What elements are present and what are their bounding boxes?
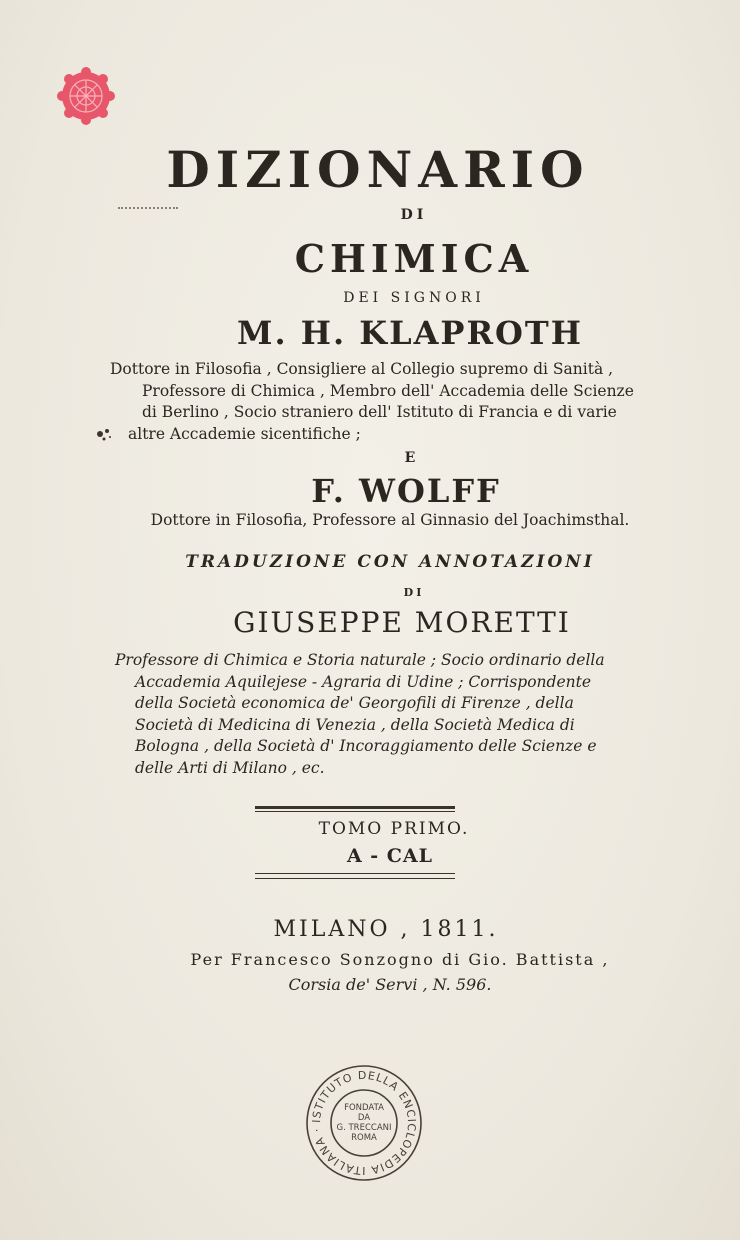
imprint-place-year: MILANO , 1811.: [273, 917, 499, 942]
svg-text:DA: DA: [357, 1113, 371, 1123]
author-wolff: F. WOLFF: [311, 472, 501, 510]
translation-note: TRADUZIONE CON ANNOTAZIONI: [185, 552, 595, 572]
svg-text:ISTITUTO DELLA ENCICLOPEDIA IT: ISTITUTO DELLA ENCICLOPEDIA ITALIANA ·: [309, 1068, 419, 1178]
book-title: DIZIONARIO: [166, 140, 590, 199]
divider-top: [255, 806, 455, 809]
translator-name: GIUSEPPE MORETTI: [233, 606, 571, 639]
credential-line: Società di Medicina di Venezia , della Società Medica di: [135, 715, 575, 734]
klaproth-credentials: [110, 359, 634, 445]
moretti-credentials: [115, 650, 615, 779]
credential-line: Accademia Aquilejese - Agraria di Udine ; Corrispondente: [135, 672, 592, 691]
divider-bottom: [255, 873, 455, 874]
volume-label: TOMO PRIMO.: [318, 819, 470, 839]
volume-range: A - CAL: [346, 845, 434, 867]
red-library-stamp-icon: [57, 67, 115, 125]
credential-line: Bologna , della Società d' Incoraggiamento delle Scienze e: [135, 737, 597, 755]
translator-connector: DI: [403, 586, 425, 599]
authors-intro: DEI SIGNORI: [343, 290, 485, 306]
conjunction: E: [404, 450, 416, 466]
svg-text:FONDATA: FONDATA: [344, 1103, 384, 1113]
credential-line: Professore di Chimica e Storia naturale ; Socio ordinario della: [115, 651, 605, 669]
title-connector: DI: [400, 207, 428, 223]
svg-text:ROMA: ROMA: [351, 1133, 377, 1143]
institute-seal-stamp-icon: [303, 1062, 425, 1184]
ink-specks: [94, 425, 114, 443]
book-subject: CHIMICA: [294, 236, 534, 281]
author-klaproth: M. H. KLAPROTH: [237, 314, 583, 352]
credential-line: altre Accademie sicentifiche ;: [128, 424, 361, 443]
credential-line: della Società economica de' Georgofili di Firenze , della: [135, 694, 574, 712]
credential-line: delle Arti di Milano , ec.: [135, 758, 325, 777]
imprint-address: Corsia de' Servi , N. 596.: [288, 975, 492, 994]
credential-line: Dottore in Filosofia , Consigliere al Collegio supremo di Sanità ,: [110, 360, 614, 378]
credential-line: Professore di Chimica , Membro dell' Accademia delle Scienze: [142, 381, 634, 400]
wolff-credentials: Dottore in Filosofia, Professore al Ginnasio del Joachimsthal.: [150, 511, 630, 529]
credential-line: di Berlino , Socio straniero dell' Istituto di Francia e di varie: [142, 403, 617, 421]
imprint-printer: Per Francesco Sonzogno di Gio. Battista ,: [190, 950, 610, 969]
svg-text:G. TRECCANI: G. TRECCANI: [336, 1123, 392, 1133]
